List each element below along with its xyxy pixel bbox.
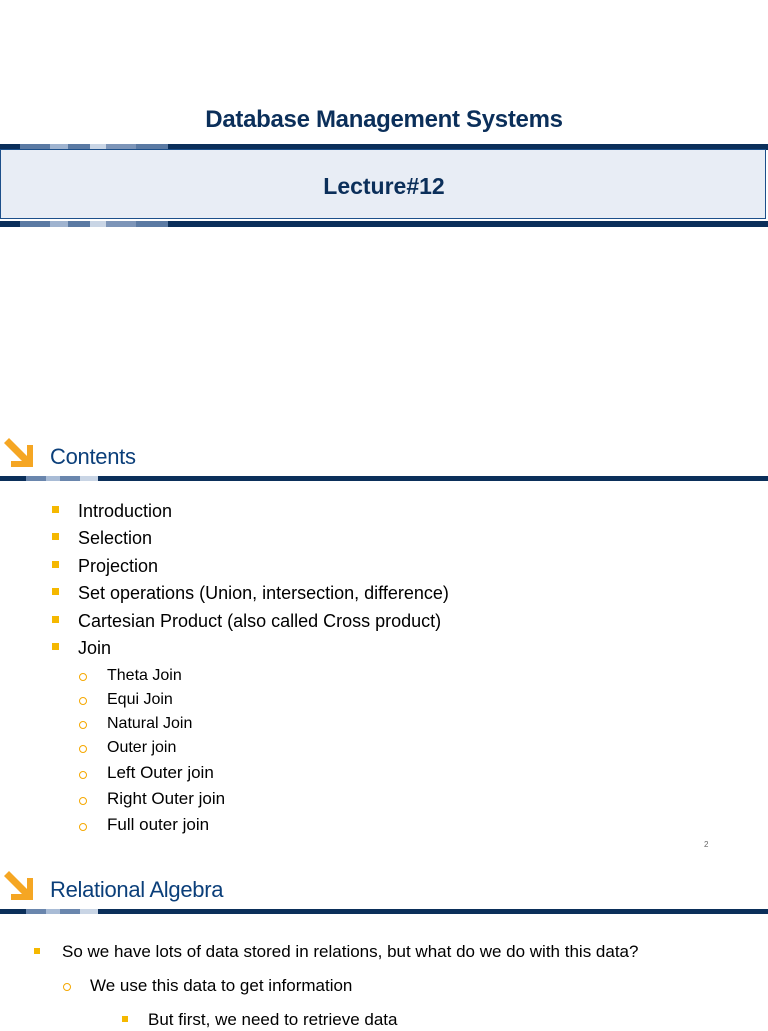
bullet [52, 643, 59, 650]
bullet [52, 561, 59, 568]
sub-bullet [79, 745, 87, 753]
sub-bullet [79, 673, 87, 681]
join-subitem-theta: Theta Join [107, 667, 182, 684]
bullet [52, 588, 59, 595]
contents-rule [0, 476, 768, 481]
sub-bullet [79, 697, 87, 705]
bullet [52, 616, 59, 623]
slide-title: Database Management Systems [205, 106, 563, 133]
title-stripe-bottom [0, 221, 768, 227]
contents-item-introduction: Introduction [78, 501, 173, 521]
join-subitem-right-outer: Right Outer join [107, 789, 226, 808]
bullet [34, 948, 40, 954]
relational-algebra-heading: Relational Algebra [50, 877, 224, 902]
contents-item-selection: Selection [78, 528, 153, 548]
relational-algebra-bullet-2: We use this data to get information [90, 976, 353, 995]
page-number: 2 [704, 840, 709, 849]
relational-algebra-bullet-3: But first, we need to retrieve data [148, 1010, 398, 1029]
sub-bullet [79, 721, 87, 729]
arrow-down-right-icon [2, 436, 36, 470]
join-subitem-left-outer: Left Outer join [107, 763, 214, 782]
sub-bullet [79, 797, 87, 805]
join-subitem-outer: Outer join [107, 739, 177, 756]
bullet [122, 1016, 128, 1022]
join-subitem-natural: Natural Join [107, 715, 193, 732]
contents-item-set-operations: Set operations (Union, intersection, difference) [78, 583, 449, 603]
relational-algebra-rule [0, 909, 768, 914]
contents-item-projection: Projection [78, 556, 159, 576]
contents-item-cartesian-product: Cartesian Product (also called Cross product) [78, 611, 442, 631]
join-subitem-full-outer: Full outer join [107, 815, 210, 834]
sub-bullet [79, 823, 87, 831]
relational-algebra-bullet-1: So we have lots of data stored in relations, but what do we do with this data? [62, 942, 639, 961]
contents-item-join: Join [78, 638, 112, 658]
sub-bullet [79, 771, 87, 779]
sub-bullet [63, 983, 71, 991]
lecture-number: Lecture#12 [323, 173, 445, 199]
bullet [52, 533, 59, 540]
join-subitem-equi: Equi Join [107, 691, 173, 708]
contents-heading: Contents [50, 444, 136, 469]
arrow-down-right-icon [2, 869, 36, 903]
bullet [52, 506, 59, 513]
